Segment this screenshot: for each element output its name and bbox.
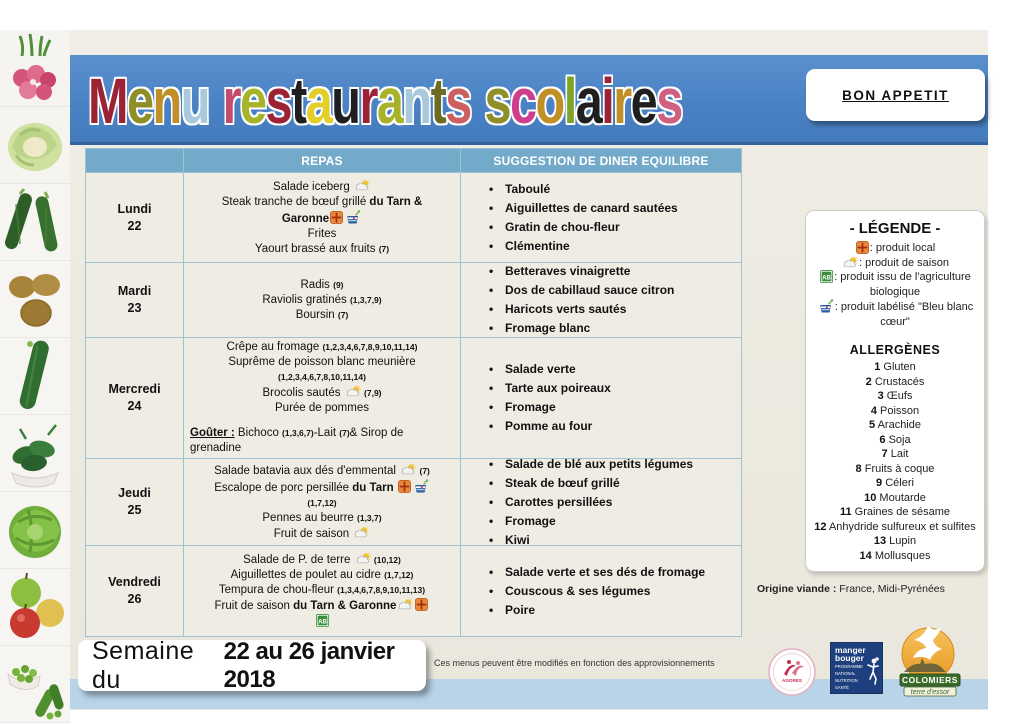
page-title [88, 59, 682, 143]
suggestion-item: • Fromage [489, 512, 733, 531]
suggestion-item: • Aiguillettes de canard sautées [489, 199, 733, 218]
header-suggestion: SUGGESTION DE DINER EQUILIBRE [493, 153, 709, 168]
bon-appetit-label: BON APPETIT [842, 87, 949, 103]
meat-origin [757, 583, 992, 595]
allergen-ref: (9) [333, 279, 344, 290]
suggestion-item: • Tarte aux poireaux [489, 379, 733, 398]
suggestion-item: • Haricots verts sautés [489, 300, 733, 319]
allergen-item: 12 Anhydride sulfureux et sulfites [814, 520, 976, 533]
menu-line: Radis (9) [300, 278, 344, 291]
photo-lettuce-image [0, 492, 70, 569]
day-date: 24 [127, 399, 142, 413]
photo-cucumber-image [0, 338, 70, 415]
pnns-line: SANTÉ [835, 685, 849, 690]
menu-line: Raviolis gratinés (1,3,7,9) [262, 293, 382, 306]
title-letter: a [305, 65, 332, 137]
legend-item: : produit de saison [812, 256, 978, 271]
bullet-icon: • [489, 283, 494, 297]
allergen-item: 8 Fruits à coque [855, 462, 935, 475]
photo-zucchini-image [0, 184, 70, 261]
day-name: Mercredi [108, 382, 161, 397]
allergen-item: 5 Arachide [869, 419, 921, 431]
day-cell [86, 173, 184, 262]
suggestions-cell [461, 338, 741, 458]
day-cell [86, 263, 184, 337]
bullet-icon: • [489, 321, 494, 335]
day-name: Vendredi [108, 575, 161, 590]
title-letter: n [402, 65, 431, 137]
menu-line: Fruit de saison [190, 526, 454, 542]
bbc-icon [413, 479, 429, 493]
day-date: 26 [127, 592, 142, 606]
bullet-icon: • [489, 181, 494, 196]
menu-line: Salade batavia aux dés d'emmental (7) [190, 463, 454, 479]
suggestions-cell [461, 263, 741, 337]
repas-cell [184, 459, 461, 545]
day-date: 23 [127, 301, 142, 315]
bullet-icon: • [489, 602, 494, 617]
menu-disclaimer: Ces menus peuvent être modifiés en fonction des approvisionnements [434, 658, 715, 668]
photo-spinach-image [0, 415, 70, 492]
season-icon [397, 598, 413, 611]
title-letter: a [575, 65, 602, 137]
menu-line [190, 496, 454, 511]
title-letter: r [359, 65, 377, 137]
menu-line: Suprême de poisson blanc meunière [228, 356, 416, 368]
agores-quality-charter-logo [768, 648, 816, 701]
bullet-icon: • [489, 564, 494, 579]
menu-row-jeudi [86, 459, 741, 546]
bullet-icon: • [489, 513, 494, 528]
menu-line: Tempura de chou-fleur (1,3,4,6,7,8,9,10,11,13) [218, 584, 426, 596]
suggestion-item: • Betteraves vinaigrette [489, 263, 733, 281]
legend-items [812, 241, 978, 329]
bbc-icon [818, 299, 834, 313]
colomiers-motto: terre d'essor [910, 689, 950, 696]
agores-label: AGORES [782, 678, 802, 683]
photo-apples-image [0, 569, 70, 646]
photo-peas-image [0, 646, 70, 723]
repas-cell [184, 173, 461, 262]
bouger-label: bouger [835, 653, 864, 663]
bullet-icon: • [489, 475, 494, 490]
pnns-line: NUTRITION [835, 678, 858, 683]
suggestion-item: • Fromage [489, 398, 733, 417]
suggestion-item: • Salade de blé aux petits légumes [489, 459, 733, 474]
table-header-row [86, 149, 741, 173]
legend-item: AB : produit issu de l'agriculture biologique [812, 270, 978, 299]
menu-line: Crêpe au fromage (1,2,3,4,6,7,8,9,10,11,14) [226, 341, 418, 353]
day-date: 25 [127, 503, 142, 517]
title-letter [209, 69, 223, 133]
colomiers-label: COLOMIERS [902, 675, 958, 685]
title-letter: s [484, 65, 511, 137]
local-icon [398, 480, 411, 493]
menu-line: Escalope de porc persillée du Tarn [190, 479, 454, 496]
menu-line: Yaourt brassé aux fruits (7) [254, 242, 390, 255]
bullet-icon: • [489, 219, 494, 234]
title-letter: t [291, 65, 306, 137]
allergen-ref: (7,9) [361, 388, 382, 398]
vegetable-photo-strip [0, 30, 70, 724]
day-cell [86, 459, 184, 545]
allergen-ref: (1,3,7,9) [349, 294, 382, 305]
allergen-ref: (1,2,3,4,6,7,8,10,11,14) [278, 372, 366, 382]
allergen-ref: (7) [378, 243, 390, 254]
allergen-item: 3 Œufs [877, 390, 913, 402]
menu-line [190, 370, 454, 385]
suggestion-item: • Couscous & ses légumes [489, 582, 733, 601]
legend-box [805, 210, 985, 572]
day-name: Lundi [117, 201, 152, 216]
suggestions-cell [461, 546, 741, 636]
bullet-icon: • [489, 532, 494, 545]
jumping-figure-icon [866, 657, 880, 692]
bullet-icon: • [489, 419, 494, 433]
bullet-icon: • [489, 381, 494, 395]
menu-line: Fruit de saison du Tarn & Garonne [190, 598, 454, 614]
bbc-icon [345, 210, 361, 224]
suggestion-item: • Carottes persillées [489, 493, 733, 512]
day-date: 22 [127, 218, 142, 233]
allergen-ref: (7) [417, 465, 430, 476]
header-repas: REPAS [184, 149, 461, 172]
title-letter [471, 69, 485, 133]
suggestion-item: • Fromage blanc [489, 319, 733, 337]
season-icon [400, 463, 416, 476]
menu-line: Salade de P. de terre (10,12) [190, 552, 454, 568]
title-letter: s [265, 65, 292, 137]
title-letter: e [630, 65, 657, 137]
suggestion-item: • Steak de bœuf grillé [489, 474, 733, 493]
menu-line: Steak tranche de bœuf grillé du Tarn & [221, 195, 423, 208]
menu-line [190, 416, 454, 426]
bullet-icon: • [489, 264, 494, 278]
suggestion-item: • Taboulé [489, 180, 733, 199]
ab-icon [316, 614, 329, 627]
legend-item: : produit local [812, 241, 978, 256]
bullet-icon: • [489, 362, 494, 376]
bullet-icon: • [489, 200, 494, 215]
allergen-ref: (1,7,12) [307, 497, 337, 508]
allergen-ref: (7) [337, 309, 349, 320]
allergen-item: 4 Poisson [870, 404, 920, 417]
allergen-item: 7 Lait [881, 448, 909, 460]
local-icon [856, 241, 869, 254]
allergen-item: 2 Crustacés [865, 375, 925, 388]
suggestion-item: • Gratin de chou-fleur [489, 218, 733, 237]
local-icon [415, 598, 428, 611]
allergen-item: 9 Céleri [876, 477, 914, 489]
pnns-line: NATIONAL [835, 671, 856, 676]
menu-line: Goûter : Bichoco (1,3,6,7)-Lait (7)& Sirop de grenadine [190, 427, 404, 454]
season-icon [842, 256, 858, 269]
season-icon [355, 552, 371, 565]
bon-appetit-box [806, 69, 985, 121]
suggestion-item: • Poire [489, 601, 733, 620]
title-letter: s [445, 65, 471, 137]
allergen-ref: (1,2,3,4,6,7,8,9,10,11,14) [322, 342, 418, 352]
menu-row-vendredi [86, 546, 741, 636]
menu-line: Boursin (7) [295, 308, 349, 321]
week-box [78, 636, 426, 694]
bullet-icon: • [489, 400, 494, 414]
bullet-icon: • [489, 459, 494, 471]
manger-label: manger [835, 645, 866, 655]
menu-line [190, 614, 454, 630]
suggestion-item: • Pomme au four [489, 417, 733, 436]
allergen-ref: (1,3,4,6,7,8,9,10,11,13) [337, 585, 426, 595]
manger-bouger-pnns-logo [830, 642, 883, 694]
title-letter: l [563, 65, 576, 137]
menu-line: Brocolis sautés (7,9) [190, 385, 454, 401]
local-icon [330, 211, 343, 224]
allergen-ref: (10,12) [371, 555, 401, 565]
allergen-ref: (1,3,7) [357, 512, 382, 523]
suggestion-item: • Salade verte [489, 360, 733, 379]
suggestions-cell [461, 459, 741, 545]
allergen-ref: (7) [339, 428, 350, 438]
title-letter: o [535, 65, 564, 137]
allergen-item: 13 Lupin [873, 535, 917, 547]
title-letter: u [331, 65, 360, 137]
allergen-ref: (1,3,6,7) [282, 428, 314, 438]
suggestion-item: • Dos de cabillaud sauce citron [489, 281, 733, 300]
colomiers-city-logo [892, 620, 964, 703]
week-prefix: Semaine du [92, 636, 195, 694]
bullet-icon: • [489, 494, 494, 509]
title-letter: u [180, 65, 209, 137]
meat-origin-value: France, Midi-Pyrénées [839, 583, 945, 595]
repas-cell [184, 338, 461, 458]
title-letter: e [240, 65, 266, 137]
photo-radishes-image [0, 30, 70, 107]
title-letter: n [152, 65, 181, 137]
menu-row-mardi [86, 263, 741, 338]
season-icon [354, 179, 370, 192]
allergen-item: 14 Mollusques [859, 549, 931, 562]
allergens-title: ALLERGÈNES [849, 343, 941, 357]
season-icon [353, 526, 369, 539]
menu-line: Pennes au beurre (1,3,7) [262, 511, 382, 524]
meat-origin-label: Origine viande : [757, 583, 837, 595]
menu-row-mercredi [86, 338, 741, 459]
day-cell [86, 338, 184, 458]
menu-line: Frites [307, 227, 337, 240]
bullet-icon: • [489, 238, 494, 253]
pnns-line: PROGRAMME [835, 664, 863, 669]
allergens-list [812, 360, 978, 563]
repas-cell [184, 546, 461, 636]
ab-icon [820, 270, 833, 283]
title-letter: c [510, 65, 536, 137]
menu-row-lundi [86, 173, 741, 263]
title-letter: i [601, 65, 614, 137]
bullet-icon: • [489, 583, 494, 598]
svg-text:AB: AB [822, 274, 832, 282]
day-name: Jeudi [118, 486, 151, 501]
day-cell [86, 546, 184, 636]
footer-logos [764, 620, 988, 712]
allergen-ref: (1,7,12) [384, 570, 414, 580]
menu-line: Aiguillettes de poulet au cidre (1,7,12) [230, 569, 414, 581]
menu-line: Purée de pommes [275, 402, 369, 414]
menu-line: Garonne [190, 210, 454, 227]
suggestion-item: • Kiwi [489, 531, 733, 546]
menu-table [85, 148, 742, 637]
allergen-item: 10 Moutarde [864, 491, 926, 504]
header-day [86, 149, 184, 172]
suggestion-item: • Clémentine [489, 237, 733, 256]
title-letter: r [222, 65, 240, 137]
menu-line: Salade iceberg [190, 179, 454, 195]
legend-title: - LÉGENDE - [849, 220, 941, 237]
title-letter: e [126, 65, 153, 137]
svg-text:AB: AB [317, 618, 327, 626]
title-letter: s [656, 65, 682, 137]
title-letter: M [88, 65, 127, 137]
suggestions-cell [461, 173, 741, 262]
title-letter: r [613, 65, 631, 137]
allergen-item: 1 Gluten [874, 361, 916, 373]
photo-kiwis-image [0, 261, 70, 338]
allergen-item: 11 Graines de sésame [839, 506, 951, 518]
title-letter: a [376, 65, 403, 137]
title-letter: t [430, 65, 446, 137]
suggestion-item: • Salade verte et ses dés de fromage [489, 563, 733, 582]
allergen-item: 6 Soja [879, 433, 911, 446]
bullet-icon: • [489, 302, 494, 316]
week-dates: 22 au 26 janvier 2018 [223, 637, 395, 693]
season-icon [345, 385, 361, 398]
photo-endive-image [0, 107, 70, 184]
legend-item: : produit labélisé "Bleu blanc cœur" [812, 299, 978, 329]
day-name: Mardi [117, 284, 152, 299]
repas-cell [184, 263, 461, 337]
